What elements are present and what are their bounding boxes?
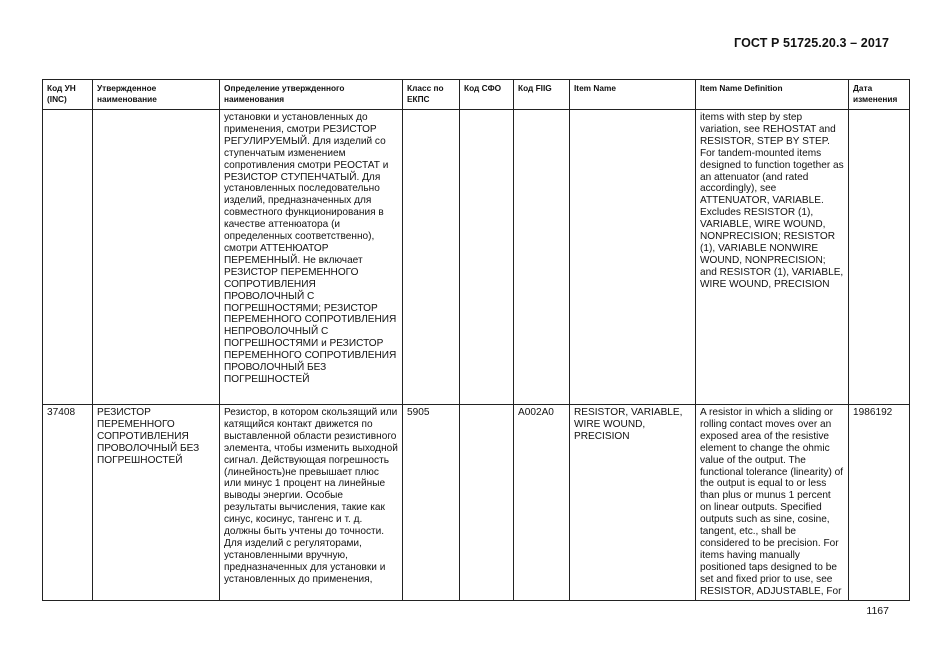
column-header-inc: Код УН (INC): [43, 80, 93, 110]
cell-approved-name: [93, 110, 220, 405]
cell-inc: 37408: [43, 405, 93, 601]
cell-item-name: [570, 110, 696, 405]
cell-date: [849, 110, 910, 405]
cell-definition-ru: Резистор, в котором скользящий или катящийся контакт движется по выставленной области резистивного элемента, чтобы изменить выходной сигнал. Действующая погрешность (линейность)не превышает плюс или минус 1 процент на линейные выводы энергии. Особые результаты вычисления, такие как синус, косинус, тангенс и т. д. должны быть учтены до точности. Для изделий с регуляторами, установленными вручную, предназначенных для установки и установленных до применения,: [220, 405, 403, 601]
cell-sfo: [460, 405, 514, 601]
cell-fiig: A002A0: [514, 405, 570, 601]
column-header-item-name-definition: Item Name Definition: [696, 80, 849, 110]
table-row: [43, 405, 910, 601]
catalog-table: [42, 79, 910, 601]
cell-sfo: [460, 110, 514, 405]
cell-definition-en: A resistor in which a sliding or rolling contact moves over an exposed area of the resistive element to change the ohmic value of the output. The functional tolerance (linearity) of the output is equal to or less than plus or munus 1 percent on linear outputs. Specified outputs such as sine, cosine, tangent, etc., shall be considered to be precision. For items having manually positioned taps designed to be set and fixed prior to use, see RESISTOR, ADJUSTABLE, For: [696, 405, 849, 601]
cell-class: 5905: [403, 405, 460, 601]
cell-inc: [43, 110, 93, 405]
cell-item-name: RESISTOR, VARIABLE, WIRE WOUND, PRECISION: [570, 405, 696, 601]
column-header-fiig: Код FIIG: [514, 80, 570, 110]
table-row: [43, 110, 910, 405]
cell-fiig: [514, 110, 570, 405]
document-code: ГОСТ Р 51725.20.3 – 2017: [734, 36, 889, 50]
column-header-class: Класс по ЕКПС: [403, 80, 460, 110]
table-header-row: [43, 80, 910, 110]
column-header-sfo: Код СФО: [460, 80, 514, 110]
cell-class: [403, 110, 460, 405]
column-header-item-name: Item Name: [570, 80, 696, 110]
cell-approved-name: РЕЗИСТОР ПЕРЕМЕННОГО СОПРОТИВЛЕНИЯ ПРОВОЛОЧНЫЙ БЕЗ ПОГРЕШНОСТЕЙ: [93, 405, 220, 601]
column-header-definition: Определение утвержденного наименования: [220, 80, 403, 110]
column-header-approved-name: Утвержденное наименование: [93, 80, 220, 110]
column-header-change-date: Дата изменения: [849, 80, 910, 110]
cell-date: 1986192: [849, 405, 910, 601]
page-number: 1167: [866, 605, 889, 617]
cell-definition-en: items with step by step variation, see REHOSTAT and RESISTOR, STEP BY STEP. For tandem-mounted items designed to function together as an attenuator (and rated accordingly), see ATTENUATOR, VARIABLE. Excludes RESISTOR (1), VARIABLE, WIRE WOUND, NONPRECISION; RESISTOR (1), VARIABLE NONWIRE WOUND, NONPRECISION; and RESISTOR (1), VARIABLE, WIRE WOUND, PRECISION: [696, 110, 849, 405]
cell-definition-ru: установки и установленных до применения, смотри РЕЗИСТОР РЕГУЛИРУЕМЫЙ. Для изделий со ступенчатым изменением сопротивления смотри РЕОСТАТ и РЕЗИСТОР СТУПЕНЧАТЫЙ. Для установленных последовательно изделий, предназначенных для совместного функционирования в качестве аттенюатора (и определенных соответственно), смотри АТТЕНЮАТОР ПЕРЕМЕННЫЙ. Не включает РЕЗИСТОР ПЕРЕМЕННОГО СОПРОТИВЛЕНИЯ ПРОВОЛОЧНЫЙ С ПОГРЕШНОСТЯМИ; РЕЗИСТОР ПЕРЕМЕННОГО СОПРОТИВЛЕНИЯ НЕПРОВОЛОЧНЫЙ С ПОГРЕШНОСТЯМИ и РЕЗИСТОР ПЕРЕМЕННОГО СОПРОТИВЛЕНИЯ ПРОВОЛОЧНЫЙ БЕЗ ПОГРЕШНОСТЕЙ: [220, 110, 403, 405]
